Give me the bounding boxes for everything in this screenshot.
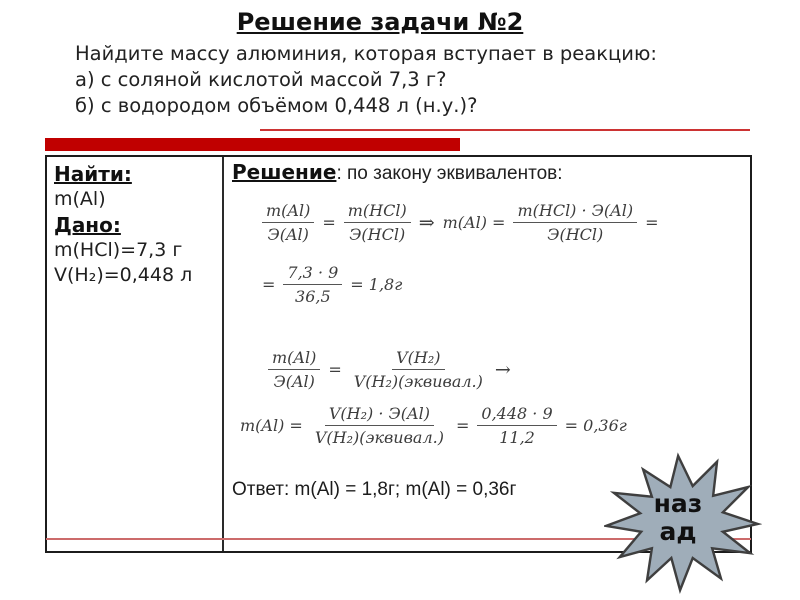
table-divider <box>222 157 224 551</box>
find-value: m(Al) <box>54 188 106 210</box>
answer-text: Ответ: m(Al) = 1,8г; m(Al) = 0,36г <box>232 479 517 500</box>
given-item-2: V(H₂)=0,448 л <box>54 264 193 286</box>
equation-3: $\frac{m(Al)}{Э(Al)}$ = $\frac{\text{V(H₂)}}{\text{V(H₂)(эквивал.)}}$ → <box>264 348 515 391</box>
problem-line-1: Найдите массу алюминия, которая вступает в реакцию: <box>75 42 657 65</box>
back-button-label[interactable]: наз ад <box>653 489 703 546</box>
equation-1: $\frac{m(Al)}{Э(Al)}$ = $\frac{\text{m(HCl)}}{\text{Э(HCl)}}$ ⇒ m(Al) = $\frac{\text{m(HCl) · Э(Al)}}{\text{Э(HCl)}}$ = <box>258 201 662 244</box>
equation-4: m(Al) = $\frac{\text{V(H₂) · Э(Al)}}{\text{V(H₂)(эквивал.)}}$ = $\frac{0,448 \cdot 9}{11,2}$ = 0,36г <box>240 404 627 447</box>
accent-bar <box>45 138 460 151</box>
problem-line-2: а) с соляной кислотой массой 7,3 г? <box>75 68 447 91</box>
right-arrow: → <box>494 358 511 381</box>
problem-statement <box>75 41 657 119</box>
given-header: Дано: <box>54 213 121 237</box>
solution-header <box>232 160 563 185</box>
back-button[interactable] <box>604 452 762 594</box>
find-header: Найти: <box>54 162 132 186</box>
problem-line-3: б) с водородом объёмом 0,448 л (н.у.)? <box>75 94 478 117</box>
fraction: $\frac{\text{m(HCl)}}{\text{Э(HCl)}}$ <box>344 201 411 244</box>
equation-2: = $\frac{7,3 \cdot 9}{36,5}$ = 1,8г <box>262 263 403 306</box>
fraction: $\frac{7,3 \cdot 9}{36,5}$ <box>283 263 342 306</box>
fraction: $\frac{\text{V(H₂)}}{\text{V(H₂)(эквивал.)}}$ <box>353 348 483 391</box>
fraction: $\frac{0,448 \cdot 9}{11,2}$ <box>477 404 556 447</box>
implies-arrow: ⇒ <box>418 211 435 234</box>
fraction: $\frac{\text{m(HCl) · Э(Al)}}{\text{Э(HCl)}}$ <box>513 201 637 244</box>
fraction: $\frac{m(Al)}{Э(Al)}$ <box>262 201 314 244</box>
slide-title: Решение задачи №2 <box>236 8 524 36</box>
fraction: $\frac{\text{V(H₂) · Э(Al)}}{\text{V(H₂)(эквивал.)}}$ <box>314 404 444 447</box>
given-item-1: m(HCl)=7,3 г <box>54 239 183 261</box>
solution-header-sub: : по закону эквивалентов: <box>336 163 563 184</box>
accent-line-top <box>260 129 750 131</box>
fraction: $\frac{m(Al)}{Э(Al)}$ <box>268 348 320 391</box>
find-given-cell <box>54 161 214 288</box>
solution-header-label: Решение <box>232 160 337 184</box>
